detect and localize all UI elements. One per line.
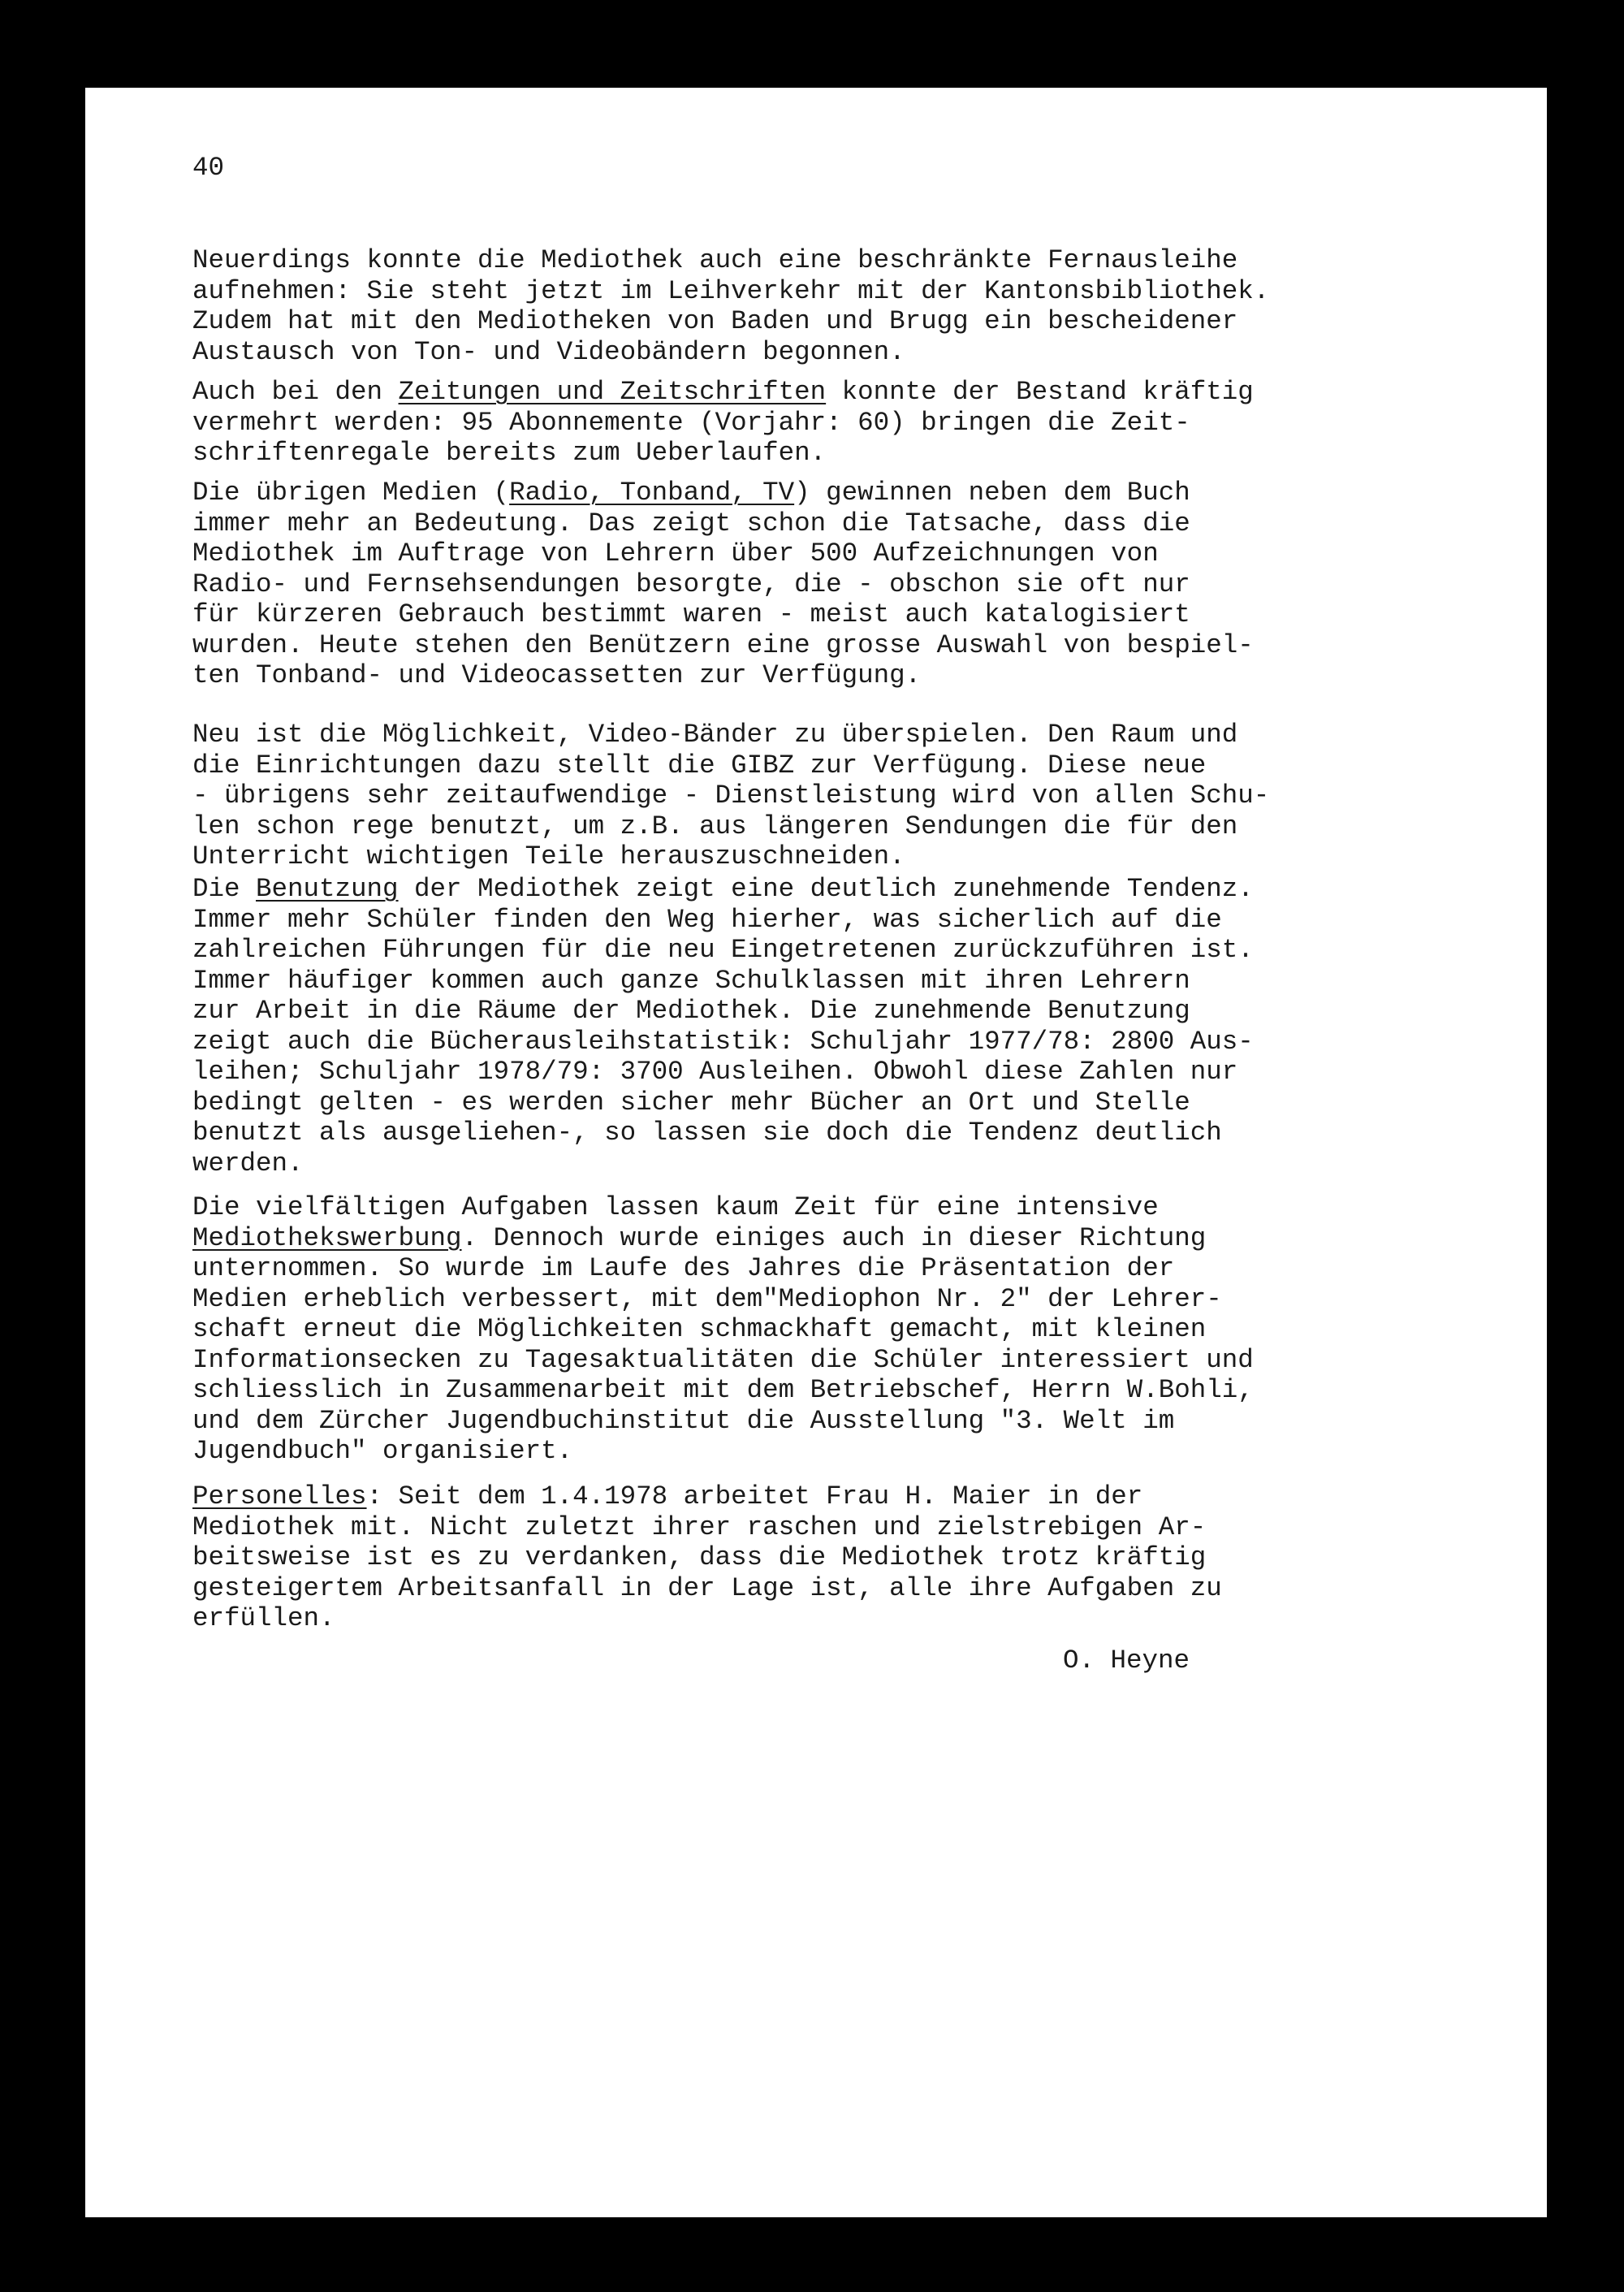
text-line bbox=[192, 1088, 1532, 1118]
text-segment: immer mehr an Bedeutung. Das zeigt schon die Tatsache, dass die bbox=[192, 508, 1190, 538]
page-number: 40 bbox=[192, 153, 225, 183]
text-segment: ten Tonband- und Videocassetten zur Verfügung. bbox=[192, 660, 922, 690]
paragraph-personelles bbox=[192, 1481, 1532, 1634]
text-segment: ) gewinnen neben dem Buch bbox=[794, 478, 1190, 508]
text-line bbox=[192, 306, 1532, 337]
paragraph-fernausleihe bbox=[192, 245, 1532, 367]
text-line bbox=[192, 841, 1532, 872]
paragraph-werbung bbox=[192, 1192, 1532, 1467]
text-line bbox=[192, 1436, 1532, 1467]
text-line bbox=[192, 438, 1532, 469]
text-line bbox=[192, 1027, 1532, 1057]
text-line bbox=[192, 478, 1532, 508]
signature: O. Heyne bbox=[1063, 1645, 1190, 1676]
text-line bbox=[192, 408, 1532, 439]
text-segment: zeigt auch die Bücherausleihstatistik: Schuljahr 1977/78: 2800 Aus- bbox=[192, 1026, 1254, 1057]
text-line bbox=[192, 1481, 1532, 1512]
text-segment: Immer häufiger kommen auch ganze Schulklassen mit ihren Lehrern bbox=[192, 965, 1190, 996]
text-segment: konnte der Bestand kräftig bbox=[826, 377, 1254, 407]
text-segment: und dem Zürcher Jugendbuchinstitut die Ausstellung "3. Welt im bbox=[192, 1405, 1175, 1436]
text-segment: - übrigens sehr zeitaufwendige - Dienstleistung wird von allen Schu- bbox=[192, 781, 1270, 811]
paragraph-benutzung bbox=[192, 874, 1532, 1178]
text-segment: leihen; Schuljahr 1978/79: 3700 Ausleihen. Obwohl diese Zahlen nur bbox=[192, 1057, 1238, 1087]
text-segment: Mediothek mit. Nicht zuletzt ihrer raschen und zielstrebigen Ar- bbox=[192, 1511, 1207, 1542]
text-segment: : Seit dem 1.4.1978 arbeitet Frau H. Maier in der bbox=[366, 1481, 1143, 1511]
text-line bbox=[192, 1118, 1532, 1148]
text-segment: Informationsecken zu Tagesaktualitäten die Schüler interessiert und bbox=[192, 1344, 1254, 1375]
text-line bbox=[192, 996, 1532, 1027]
text-segment: schriftenregale bereits zum Ueberlaufen. bbox=[192, 438, 827, 468]
text-segment: schliesslich in Zusammenarbeit mit dem Betriebschef, Herrn W.Bohli, bbox=[192, 1375, 1254, 1405]
text-segment: erfüllen. bbox=[192, 1603, 335, 1633]
underlined-heading: Personelles bbox=[192, 1481, 367, 1511]
text-line bbox=[192, 874, 1532, 905]
text-line bbox=[192, 720, 1532, 750]
text-segment: der Mediothek zeigt eine deutlich zunehmende Tendenz. bbox=[398, 874, 1254, 904]
document-page bbox=[85, 88, 1547, 2217]
text-segment: Immer mehr Schüler finden den Weg hierher, was sicherlich auf die bbox=[192, 904, 1222, 935]
text-line bbox=[192, 966, 1532, 997]
text-segment: werden. bbox=[192, 1148, 304, 1178]
text-segment: zahlreichen Führungen für die neu Eingetretenen zurückzuführen ist. bbox=[192, 935, 1254, 965]
text-line bbox=[192, 276, 1532, 307]
text-segment: Die bbox=[192, 874, 257, 904]
text-line bbox=[192, 377, 1532, 408]
text-segment: Mediothek im Auftrage von Lehrern über 500 Aufzeichnungen von bbox=[192, 538, 1159, 569]
text-segment: Austausch von Ton- und Videobändern begonnen. bbox=[192, 336, 905, 367]
text-segment: benutzt als ausgeliehen-, so lassen sie doch die Tendenz deutlich bbox=[192, 1118, 1222, 1148]
text-segment: unternommen. So wurde im Laufe des Jahres die Präsentation der bbox=[192, 1253, 1175, 1283]
text-line bbox=[192, 538, 1532, 569]
text-line bbox=[192, 1603, 1532, 1634]
text-segment: wurden. Heute stehen den Benützern eine grosse Auswahl von bespiel- bbox=[192, 629, 1254, 660]
text-segment: beitsweise ist es zu verdanken, dass die Mediothek trotz kräftig bbox=[192, 1542, 1207, 1572]
text-segment: Jugendbuch" organisiert. bbox=[192, 1436, 573, 1466]
text-segment: aufnehmen: Sie steht jetzt im Leihverkehr mit der Kantonsbibliothek. bbox=[192, 275, 1270, 306]
text-line bbox=[192, 1542, 1532, 1573]
text-segment: Zudem hat mit den Mediotheken von Baden und Brugg ein bescheidener bbox=[192, 306, 1238, 336]
text-segment: Auch bei den bbox=[192, 377, 399, 407]
text-segment: Neu ist die Möglichkeit, Video-Bänder zu überspielen. Den Raum und bbox=[192, 720, 1238, 750]
text-segment: Unterricht wichtigen Teile herauszuschneiden. bbox=[192, 841, 905, 871]
text-line bbox=[192, 569, 1532, 600]
text-line bbox=[192, 1148, 1532, 1179]
text-line bbox=[192, 337, 1532, 368]
text-segment: Radio- und Fernsehsendungen besorgte, die - obschon sie oft nur bbox=[192, 569, 1190, 599]
text-segment: schaft erneut die Möglichkeiten schmackhaft gemacht, mit kleinen bbox=[192, 1314, 1207, 1344]
text-line bbox=[192, 630, 1532, 661]
text-line bbox=[192, 599, 1532, 630]
text-segment: bedingt gelten - es werden sicher mehr Bücher an Ort und Stelle bbox=[192, 1087, 1190, 1118]
text-line bbox=[192, 1345, 1532, 1376]
text-segment: Die übrigen Medien ( bbox=[192, 478, 510, 508]
text-line bbox=[192, 660, 1532, 691]
paragraph-video bbox=[192, 720, 1532, 872]
text-segment: vermehrt werden: 95 Abonnemente (Vorjahr: 60) bringen die Zeit- bbox=[192, 407, 1190, 438]
text-segment: Neuerdings konnte die Mediothek auch eine beschränkte Fernausleihe bbox=[192, 245, 1238, 275]
text-line bbox=[192, 935, 1532, 966]
text-line bbox=[192, 1284, 1532, 1315]
text-line bbox=[192, 245, 1532, 276]
text-segment: Medien erheblich verbessert, mit dem"Mediophon Nr. 2" der Lehrer- bbox=[192, 1283, 1222, 1314]
text-line bbox=[192, 1253, 1532, 1284]
paragraph-zeitungen bbox=[192, 377, 1532, 469]
underlined-heading: Benutzung bbox=[256, 874, 399, 904]
text-segment: zur Arbeit in die Räume der Mediothek. Die zunehmende Benutzung bbox=[192, 996, 1190, 1026]
text-segment: Die vielfältigen Aufgaben lassen kaum Zeit für eine intensive bbox=[192, 1192, 1159, 1222]
text-segment: len schon rege benutzt, um z.B. aus längeren Sendungen die für den bbox=[192, 811, 1238, 841]
text-line bbox=[192, 1057, 1532, 1088]
text-segment: die Einrichtungen dazu stellt die GIBZ zur Verfügung. Diese neue bbox=[192, 750, 1207, 781]
text-segment: . Dennoch wurde einiges auch in dieser Richtung bbox=[461, 1222, 1207, 1253]
text-line bbox=[192, 1314, 1532, 1345]
underlined-heading: Radio, Tonband, TV bbox=[509, 478, 795, 508]
text-line bbox=[192, 1406, 1532, 1437]
text-line bbox=[192, 1512, 1532, 1543]
paragraph-medien bbox=[192, 478, 1532, 691]
underlined-heading: Zeitungen und Zeitschriften bbox=[398, 377, 827, 407]
text-line bbox=[192, 1223, 1532, 1254]
text-segment: für kürzeren Gebrauch bestimmt waren - meist auch katalogisiert bbox=[192, 599, 1190, 629]
text-line bbox=[192, 905, 1532, 936]
text-line bbox=[192, 750, 1532, 781]
underlined-heading: Mediothekswerbung bbox=[192, 1222, 462, 1253]
text-segment: gesteigertem Arbeitsanfall in der Lage ist, alle ihre Aufgaben zu bbox=[192, 1572, 1222, 1603]
text-line bbox=[192, 811, 1532, 842]
text-line bbox=[192, 781, 1532, 811]
text-line bbox=[192, 1573, 1532, 1604]
text-line bbox=[192, 1375, 1532, 1406]
text-line bbox=[192, 1192, 1532, 1223]
text-line bbox=[192, 508, 1532, 539]
